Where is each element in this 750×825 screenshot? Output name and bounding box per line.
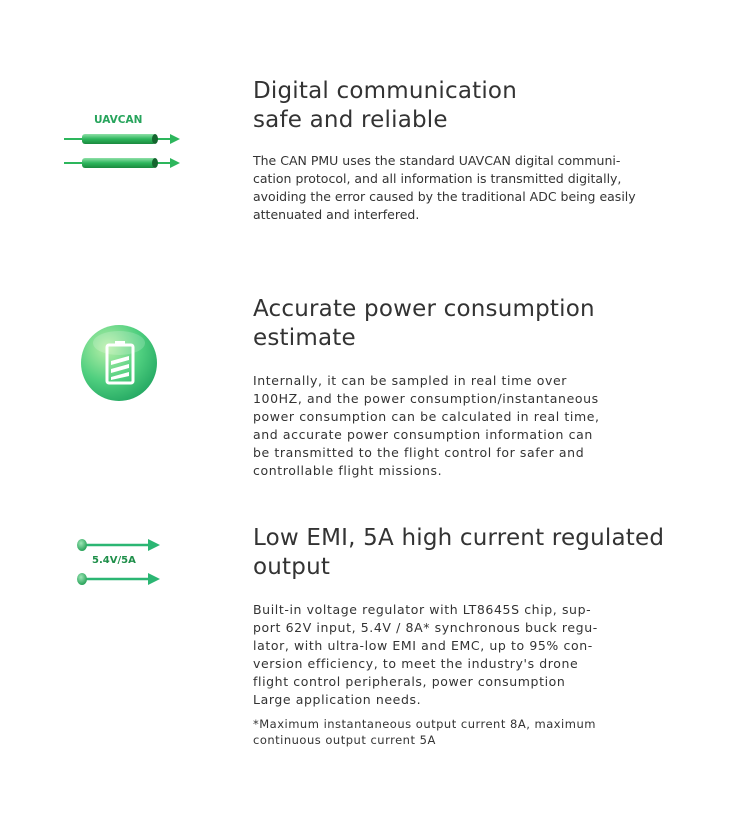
title-line-1: Low EMI, 5A high current regulated	[253, 525, 665, 551]
can-bus-cable-icon	[62, 112, 188, 172]
title-line-2: output	[253, 554, 331, 580]
regulated-output-icon	[76, 534, 166, 590]
feature-low-emi-output	[0, 500, 750, 825]
feature-description: Built-in voltage regulator with LT8645S chip, sup- port 62V input, 5.4V / 8A* synchronous buck regu- lator, with ultra-low EMI and EMC, up to 95% con- version efficiency, to meet the industry's drone flight control peripherals, power consumption Large application needs.	[253, 602, 598, 707]
feature-title	[253, 524, 713, 582]
title-line-2: safe and reliable	[253, 107, 448, 133]
feature-description: Internally, it can be sampled in real time over 100HZ, and the power consumption/instantaneous power consumption can be calculated in real time, and accurate power consumption information can be transmitted to the flight control for safer and controllable flight missions.	[253, 373, 600, 478]
feature-digital-communication	[0, 0, 750, 260]
title-line-1: Digital communication	[253, 78, 517, 104]
feature-title	[253, 295, 713, 353]
feature-power-estimate	[0, 260, 750, 500]
title-line-1: Accurate power consumption	[253, 296, 595, 322]
title-line-2: estimate	[253, 325, 356, 351]
voltage-label: 5.4V/5A	[92, 555, 136, 566]
feature-title	[253, 77, 713, 135]
feature-description: The CAN PMU uses the standard UAVCAN digital communi- cation protocol, and all information is transmitted digitally, avoiding the error caused by the traditional ADC being easily attenuated and interfered.	[253, 153, 636, 222]
footnote: *Maximum instantaneous output current 8A, maximum continuous output current 5A	[253, 717, 596, 747]
uavcan-label: UAVCAN	[94, 114, 143, 126]
battery-icon	[79, 323, 159, 403]
